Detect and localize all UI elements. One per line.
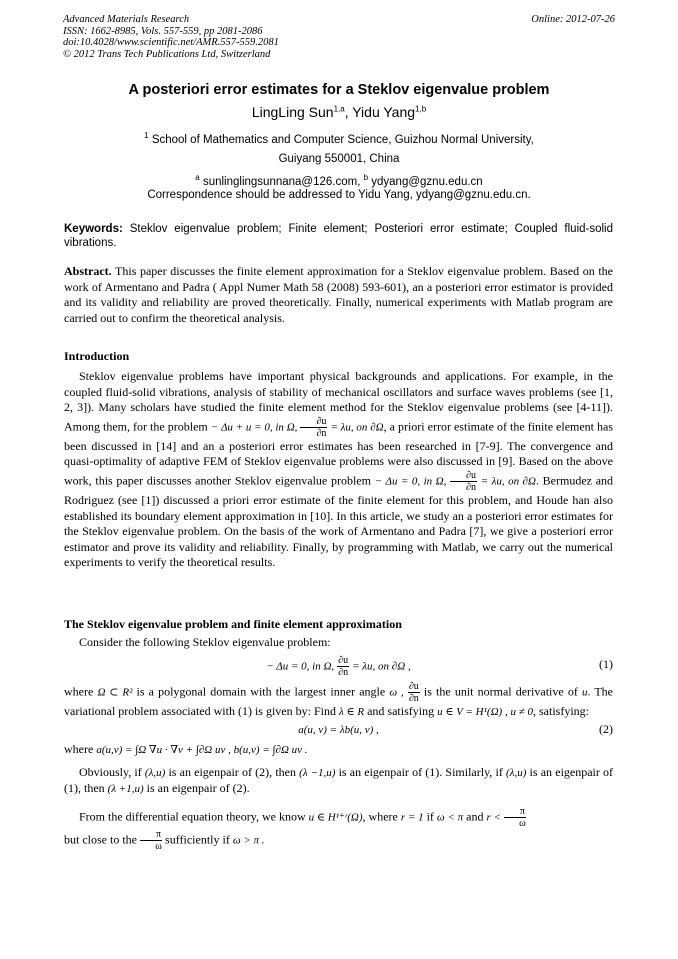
fraction-den: ∂n xyxy=(408,692,419,704)
obv-m4: (λ +1,u) xyxy=(107,783,144,796)
email-b[interactable]: ydyang@gznu.edu.cn xyxy=(371,175,483,188)
fraction-num: ∂u xyxy=(408,680,419,692)
where1-m1: Ω ⊂ R² xyxy=(97,685,133,698)
from-m3: ω < π xyxy=(436,811,464,824)
where1-m4: λ ∈ R xyxy=(338,705,365,718)
fraction-num: ∂u xyxy=(338,654,349,666)
author-1: LingLing Sun xyxy=(251,104,334,120)
intro-fraction-1 xyxy=(300,416,327,439)
intro-fraction-2 xyxy=(450,470,477,493)
section2-body xyxy=(64,635,613,852)
where1-b: is a polygonal domain with the largest inner angle xyxy=(136,683,386,698)
author-separator: , xyxy=(344,104,353,120)
fraction-den: ∂n xyxy=(338,666,349,678)
where-paragraph-1 xyxy=(64,681,613,721)
obv-m2: (λ −1,u) xyxy=(299,766,336,779)
eq1-fraction xyxy=(337,655,349,678)
section2-heading: The Steklov eigenvalue problem and finite element approximation xyxy=(64,617,402,631)
from-d: and xyxy=(466,809,484,824)
where1-m3: u xyxy=(581,685,588,698)
pi-num: π xyxy=(504,806,526,818)
equation-1 xyxy=(64,651,613,681)
obv-m3: (λ,u) xyxy=(506,766,527,779)
email-sup-b: b xyxy=(363,173,369,182)
equation-1-number: (1) xyxy=(599,656,613,671)
eq1-right: = λu, on ∂Ω , xyxy=(352,659,411,672)
omega-den: ω xyxy=(519,817,526,829)
from-b: , where xyxy=(362,809,398,824)
obviously-paragraph xyxy=(64,765,613,798)
pi-num: π xyxy=(140,829,162,841)
abstract-text: This paper discusses the finite element approximation for a Steklov eigenvalue problem. Based on the work of Armentano and Padra ( Appl Numer Math 58 (2008) 593-601), an a posteriori error estimator is provided and its validity and reliability are proved theoretically. Finally, numerical experiments with Matlab program are carried out to confirm the theoretical analysis. xyxy=(64,264,613,325)
fraction-den: ∂n xyxy=(316,427,327,439)
where1-f: , satisfying: xyxy=(533,703,589,718)
equation-2-number: (2) xyxy=(599,722,613,737)
email-line xyxy=(0,173,678,188)
pi-omega-fraction-1 xyxy=(504,806,526,829)
intro-equation-2: = λu, on ∂Ω xyxy=(330,421,384,434)
author-line xyxy=(0,104,678,120)
keywords-label: Keywords: xyxy=(64,223,123,235)
from-paragraph xyxy=(64,806,613,852)
omega-den: ω xyxy=(155,840,162,852)
where1-fraction xyxy=(408,681,420,704)
affiliation-sup: 1 xyxy=(144,131,149,140)
where1-d: . The variational problem associated with (1) is given by: Find xyxy=(64,683,614,718)
affiliation-line-1 xyxy=(0,131,678,146)
email-sup-a: a xyxy=(195,173,200,182)
where1-e: and satisfying xyxy=(367,703,435,718)
where1-a: where xyxy=(64,683,94,698)
keywords-paragraph xyxy=(64,222,613,250)
obv-m1: (λ,u) xyxy=(144,766,166,779)
where1-c: is the unit normal derivative of xyxy=(423,683,578,698)
from-a: From the differential equation theory, we know xyxy=(79,809,306,824)
where-paragraph-2 xyxy=(64,742,613,759)
author-2-sup: 1,b xyxy=(415,104,427,114)
intro-equation-4: = λu, on ∂Ω xyxy=(480,475,536,488)
journal-name: Advanced Materials Research xyxy=(63,14,190,25)
abstract-label: Abstract. xyxy=(64,264,112,278)
eq2-text: a(u, v) = λb(u, v) , xyxy=(298,724,379,737)
author-1-sup: 1,a xyxy=(333,104,345,114)
online-date: Online: 2012-07-26 xyxy=(531,14,615,25)
from-c: if xyxy=(426,809,434,824)
intro-text-3: . Bermudez and Rodriguez (see [1]) discussed a priori error estimate of the finite element for this problem, and Houde han also established its boundary element approximation in [10]. In this article, we study an a posteriori error estimates for the Steklov eigenvalue problem. On the basis of the work of Armentano and Padra [7], we give a posteriori error estimator and prove its validity and reliability. Finally, by programming with Matlab, we carry out the numerical experiments to verify the theoretical results. xyxy=(64,473,614,570)
obv-b: is an eigenpair of (2), then xyxy=(168,764,296,779)
where2-m: a(u,v) = ∫Ω ∇u · ∇v + ∫∂Ω uv , b(u,v) = ∫∂Ω uv . xyxy=(96,744,308,757)
equation-2 xyxy=(64,720,613,742)
journal-doi[interactable]: doi:10.4028/www.scientific.net/AMR.557-559.2081 xyxy=(63,37,279,49)
equation-2-body xyxy=(64,722,613,739)
author-2: Yidu Yang xyxy=(352,104,416,120)
from-m2: r = 1 xyxy=(400,811,424,824)
journal-issn: ISSN: 1662-8985, Vols. 557-559, pp 2081-2086 xyxy=(63,25,263,37)
obv-a: Obviously, if xyxy=(79,764,142,779)
introduction-paragraph xyxy=(64,369,613,571)
abstract-paragraph xyxy=(64,264,613,326)
fraction-num: ∂u xyxy=(300,416,327,428)
obv-e: is an eigenpair of (2). xyxy=(146,781,250,796)
intro-equation-3: − Δu = 0, in Ω, xyxy=(374,475,447,488)
section2-lead: Consider the following Steklov eigenvalue problem: xyxy=(79,635,331,649)
equation-1-body xyxy=(64,655,613,678)
introduction-heading: Introduction xyxy=(64,349,130,363)
email-a[interactable]: sunlinglingsunnana@126.com, xyxy=(202,175,361,188)
where2-a: where xyxy=(64,742,94,757)
pi-omega-fraction-2 xyxy=(140,829,162,852)
eq1-left: − Δu = 0, in Ω, xyxy=(266,659,335,672)
affiliation-text: School of Mathematics and Computer Science, Guizhou Normal University, xyxy=(151,133,534,146)
where1-m5: u ∈ V = H¹(Ω) , u ≠ 0 xyxy=(437,705,533,718)
from-m4: r < xyxy=(486,811,501,824)
intro-equation-1: − Δu + u = 0, in Ω, xyxy=(210,421,298,434)
obv-c: is an eigenpair of (1). Similarly, if xyxy=(338,764,503,779)
last-m: ω > π . xyxy=(232,834,265,847)
paper-title: A posteriori error estimates for a Steklov eigenvalue problem xyxy=(128,82,550,98)
intro-text-1: Steklov eigenvalue problems have important physical backgrounds and applications. For example, in the coupled fluid-solid vibrations, analysis of stability of mechanical oscillators and surface waves problems (see [1, 2, 3]). Many scholars have studied the finite element method for the Steklov eigenvalue problems (see [4-11]). Among them, for the problem xyxy=(64,369,613,434)
fraction-den: ∂n xyxy=(466,481,476,493)
last-b: sufficiently if xyxy=(165,832,230,847)
journal-copyright: © 2012 Trans Tech Publications Ltd, Switzerland xyxy=(63,48,271,60)
journal-header xyxy=(63,14,615,60)
affiliation-line-2: Guiyang 550001, China xyxy=(278,153,400,165)
from-m1: u ∈ H¹⁺ʳ(Ω) xyxy=(308,811,363,824)
obv-d: is an eigenpair of (1), then xyxy=(64,764,614,796)
correspondence-line: Correspondence should be addressed to Yidu Yang, ydyang@gznu.edu.cn. xyxy=(147,189,531,201)
keywords-text: Steklov eigenvalue problem; Finite element; Posteriori error estimate; Coupled fluid-solid vibrations. xyxy=(64,223,613,249)
last-a: but close to the xyxy=(64,832,137,847)
fraction-num: ∂u xyxy=(450,470,477,482)
where1-m2: ω , xyxy=(389,685,404,698)
intro-text-2: , a priori error estimate of the finite element has been discussed in [14] and an a posteriori error estimates has been researched in [7-9]. The convergence and quasi-optimality of adaptive FEM of Steklov eigenvalue problems were also discussed in [9]. Based on the above work, this paper discusses another Steklov eigenvalue problem xyxy=(64,419,614,488)
